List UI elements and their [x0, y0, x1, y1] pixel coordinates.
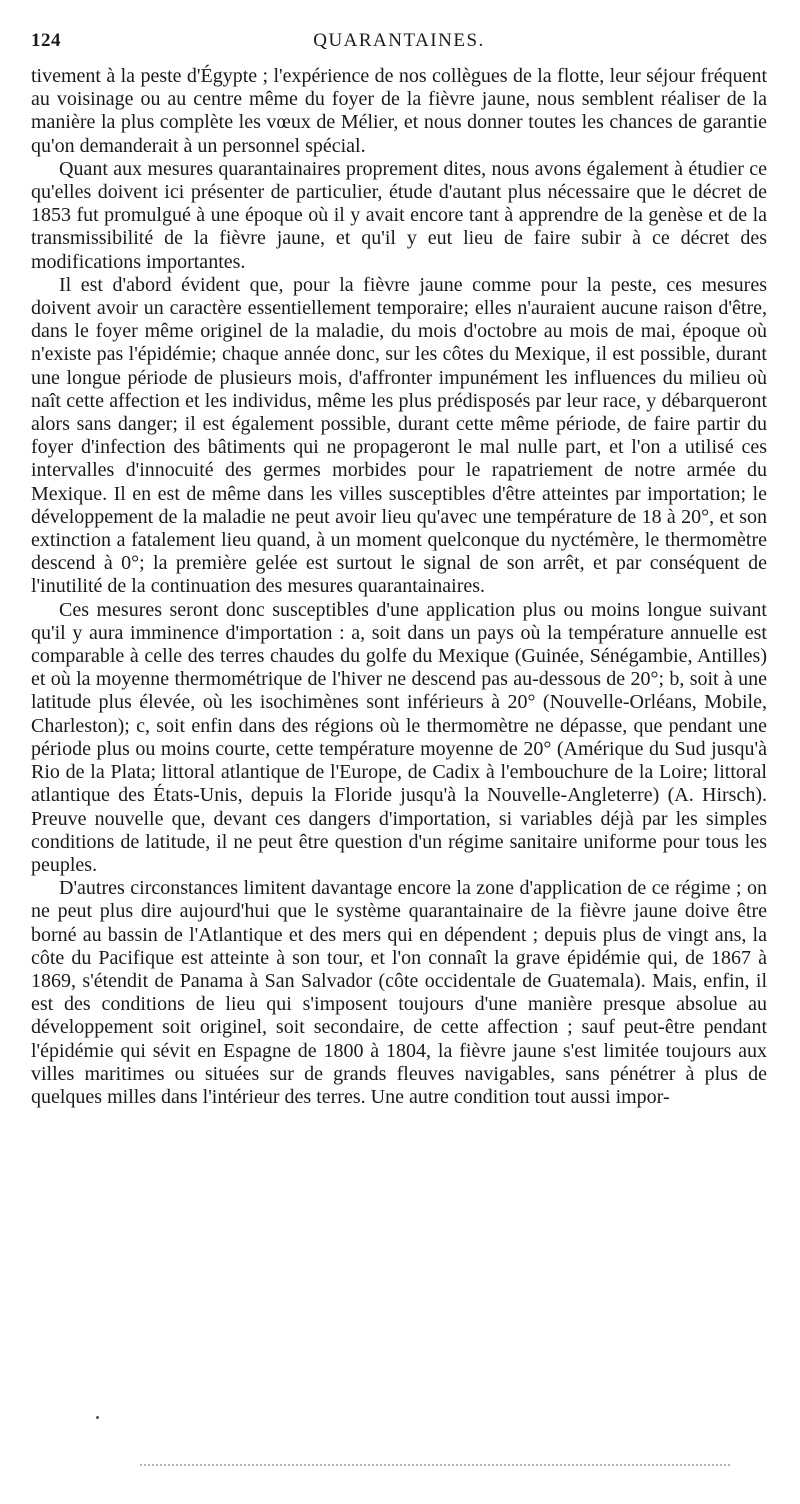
- body-text: [31, 65, 767, 1109]
- bleed-through-line: [140, 1464, 730, 1466]
- page-number: 124: [31, 30, 61, 51]
- paragraph-temporary-measures: Il est d'abord évident que, pour la fièvre jaune comme pour la peste, ces mesures doivent avoir un caractère essentiellement temporaire; elles n'auraient aucune raison d'être, dans le foyer même originel de la maladie, du mois d'octobre au mois de mai, époque où n'existe pas l'épidémie; chaque année donc, sur les côtes du Mexique, il est possible, durant une longue période de plusieurs mois, d'affronter impunément les influences du milieu où naît cette affection et les individus, même les plus prédisposés par leur race, y débarqueront alors sans danger; il est également possible, durant cette même période, de faire partir du foyer d'infection des bâtiments qui ne propageront le mal nulle part, et l'on a utilisé ces intervalles d'innocuité des germes morbides pour le rapatriement de notre armée du Mexique. Il en est de même dans les villes susceptibles d'être atteintes par importation; le développement de la maladie ne peut avoir lieu qu'avec une température de 18 à 20°, et son extinction a fatalement lieu quand, à un moment quelconque du nyctémère, le thermomètre descend à 0°; la première gelée est surtout le signal de son arrêt, et par conséquent de l'inutilité de la continuation des mesures quarantainaires.: [31, 273, 767, 598]
- paragraph-other-circumstances: D'autres circonstances limitent davantage encore la zone d'application de ce régime ; on ne peut plus dire aujourd'hui que le système quarantainaire de la fièvre jaune doive être borné au bassin de l'Atlantique et des mers qui en dépendent ; depuis plus de vingt ans, la côte du Pacifique est atteinte à son tour, et l'on connaît la grave épidémie qui, de 1867 à 1869, s'étendit de Panama à San Salvador (côte occidentale de Guatemala). Mais, enfin, il est des conditions de lieu qui s'imposent toujours d'une manière presque absolue au développement soit originel, soit secondaire, de cette affection ; sauf peut-être pendant l'épidémie qui sévit en Espagne de 1800 à 1804, la fièvre jaune s'est limitée toujours aux villes maritimes ou situées sur de grands fleuves navigables, sans pénétrer à plus de quelques milles dans l'intérieur des terres. Une autre condition tout aussi impor-: [31, 877, 767, 1108]
- paragraph-continuation: tivement à la peste d'Égypte ; l'expérience de nos collègues de la flotte, leur séjour fréquent au voisinage ou au centre même du foyer de la fièvre jaune, nous semblent réaliser de la manière la plus complète les vœux de Mélier, et nous donner toutes les chances de garantie qu'on demanderait à un personnel spécial.: [31, 65, 767, 157]
- page-header: [31, 30, 767, 56]
- paragraph-quarantine-measures: Quant aux mesures quarantainaires proprement dites, nous avons également à étudier ce qu'elles doivent ici présenter de particulier, étude d'autant plus nécessaire que le décret de 1853 fut promulgué à une époque où il y avait encore tant à apprendre de la genèse et de la transmissibilité de la fièvre jaune, et qu'il y eut lieu de faire subir à ce décret des modifications importantes.: [31, 157, 767, 273]
- paragraph-application-duration: Ces mesures seront donc susceptibles d'une application plus ou moins longue suivant qu'il y aura imminence d'importation : a, soit dans un pays où la température annuelle est comparable à celle des terres chaudes du golfe du Mexique (Guinée, Sénégambie, Antilles) et où la moyenne thermométrique de l'hiver ne descend pas au-dessous de 20°; b, soit à une latitude plus élevée, où les isochimènes sont inférieurs à 20° (Nouvelle-Orléans, Mobile, Charleston); c, soit enfin dans des régions où le thermomètre ne dépasse, que pendant une période plus ou moins courte, cette température moyenne de 20° (Amérique du Sud jusqu'à Rio de la Plata; littoral atlantique de l'Europe, de Cadix à l'embouchure de la Loire; littoral atlantique des États-Unis, depuis la Floride jusqu'à la Nouvelle-Angleterre) (A. Hirsch). Preuve nouvelle que, devant ces dangers d'importation, si variables déjà par les simples conditions de latitude, il ne peut être question d'un régime sanitaire uniforme pour tous les peuples.: [31, 598, 767, 876]
- running-title: QUARANTAINES.: [313, 30, 485, 51]
- print-speck: [96, 1416, 99, 1419]
